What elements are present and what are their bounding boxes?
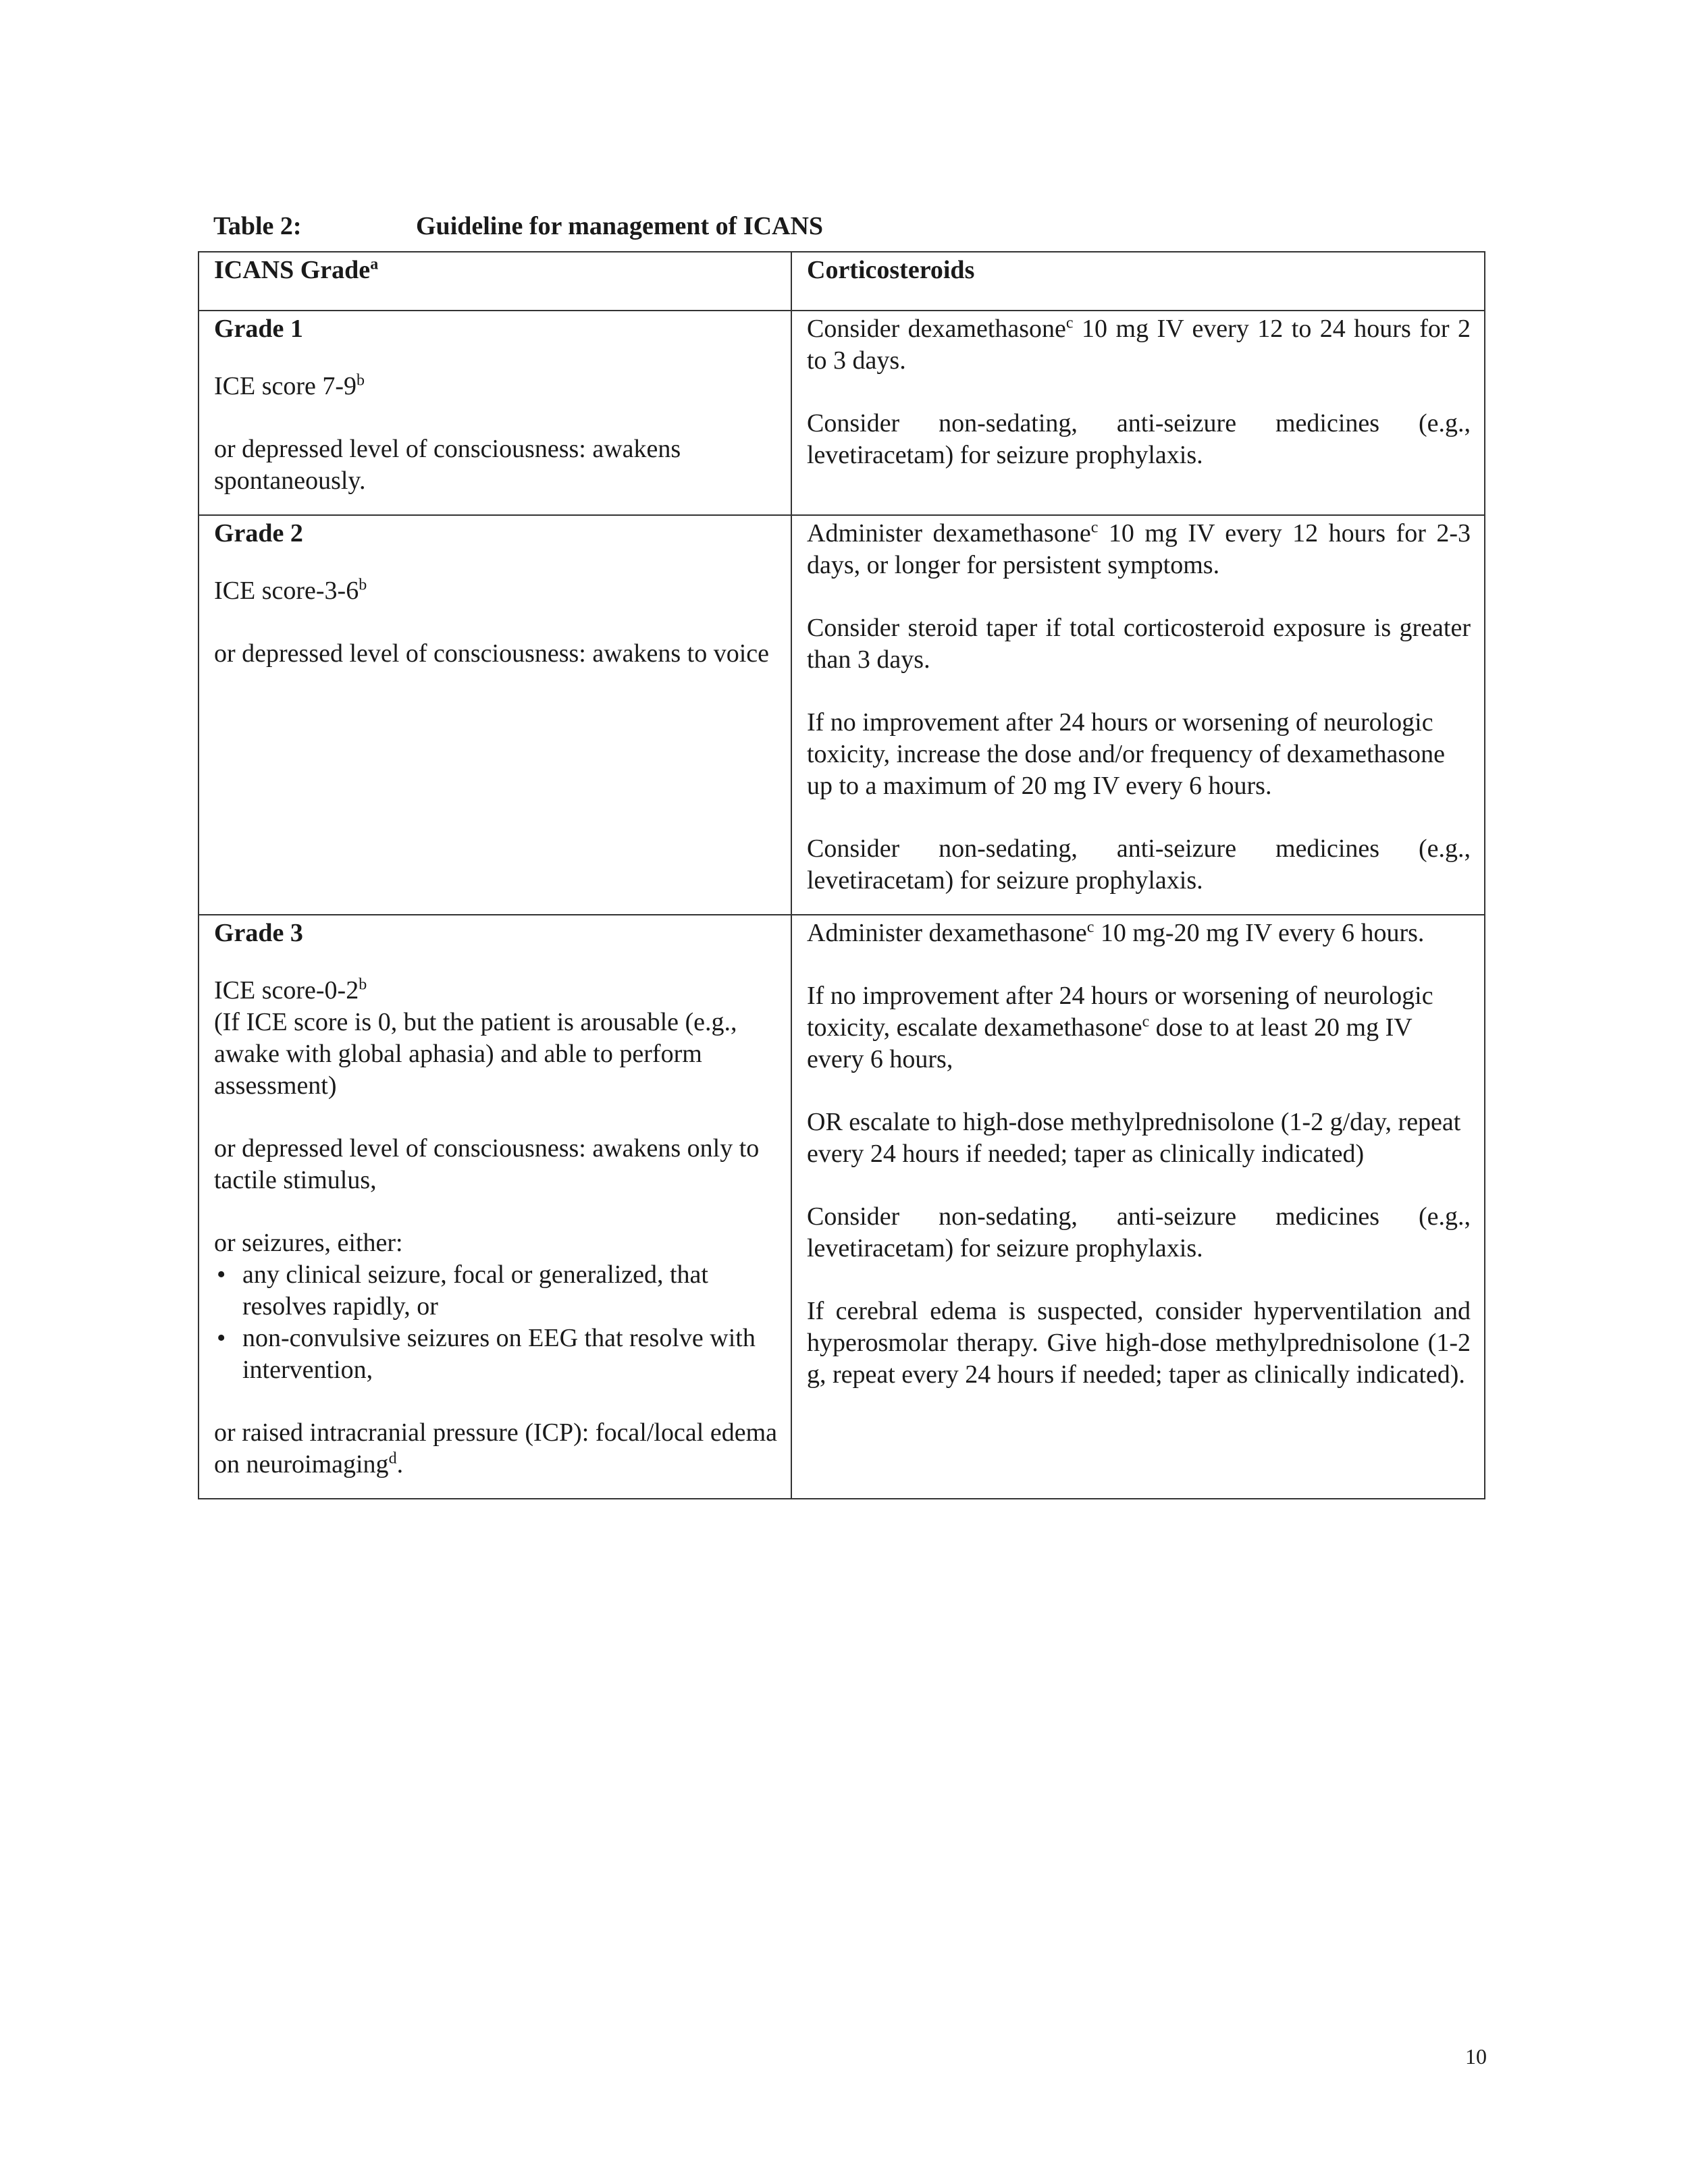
page-number: 10 (1465, 2044, 1487, 2069)
table-title: Guideline for management of ICANS (416, 212, 824, 240)
ice-score-note: (If ICE score is 0, but the patient is arousable (e.g., awake with global aphasia) and able to perform assessment) (214, 1008, 737, 1100)
treatment-paragraph: If no improvement after 24 hours or worsening of neurologic toxicity, escalate dexamethasone$^c$ dose to at least 20 mg IV every 6 hours, (807, 982, 1433, 1073)
icp-criteria: or raised intracranial pressure (ICP): focal/local edema on neuroimaging$^d$. (214, 1418, 777, 1479)
consciousness-criteria: or depressed level of consciousness: awakens only to tactile stimulus, (214, 1134, 760, 1194)
treatment-paragraph: If cerebral edema is suspected, consider hyperventilation and hyperosmolar therapy. Give high-dose methylprednisolone (1-2 g, repeat every 24 hours if needed; taper as clinically indicated). (807, 1297, 1471, 1389)
grade-1-treatment (791, 311, 1485, 515)
seizure-list (214, 1259, 777, 1386)
consciousness-criteria: or depressed level of consciousness: awakens to voice (214, 639, 770, 668)
seizures-intro: or seizures, either: (214, 1229, 403, 1257)
treatment-paragraph: OR escalate to high-dose methylprednisolone (1-2 g/day, repeat every 24 hours if needed; taper as clinically indicated) (807, 1108, 1461, 1168)
grade-title: Grade 3 (214, 919, 303, 947)
header-corticosteroids: Corticosteroids (791, 252, 1485, 311)
grade-3-criteria (199, 915, 791, 1499)
icans-management-table (198, 251, 1485, 1499)
treatment-paragraph: Consider non-sedating, anti-seizure medicines (e.g., levetiracetam) for seizure prophylaxis. (807, 1202, 1471, 1262)
treatment-paragraph: Administer dexamethasone$^c$ 10 mg-20 mg IV every 6 hours. (807, 918, 1425, 947)
table-header-row (199, 252, 1485, 311)
grade-3-treatment (791, 915, 1485, 1499)
list-item: • any clinical seizure, focal or generalized, that resolves rapidly, or (214, 1259, 777, 1323)
grade-title: Grade 1 (214, 315, 303, 343)
grade-2-treatment (791, 515, 1485, 915)
treatment-paragraph: Administer dexamethasone$^c$ 10 mg IV every 12 hours for 2-3 days, or longer for persistent symptoms. (807, 518, 1471, 579)
treatment-paragraph: Consider non-sedating, anti-seizure medicines (e.g., levetiracetam) for seizure prophylaxis. (807, 409, 1471, 469)
footnote-marker: a (370, 255, 379, 273)
table-row (199, 915, 1485, 1499)
grade-title: Grade 2 (214, 519, 303, 548)
table-label: Table 2: (213, 212, 302, 240)
treatment-paragraph: Consider steroid taper if total corticosteroid exposure is greater than 3 days. (807, 614, 1471, 674)
treatment-paragraph: Consider non-sedating, anti-seizure medicines (e.g., levetiracetam) for seizure prophylaxis. (807, 834, 1471, 895)
ice-score: ICE score 7-9$^b$ (214, 371, 365, 400)
list-item: • non-convulsive seizures on EEG that resolve with intervention, (214, 1323, 777, 1386)
grade-2-criteria (199, 515, 791, 915)
table-row (199, 515, 1485, 915)
header-icans-grade: ICANS Grade$^a$ (199, 252, 791, 311)
ice-score: ICE score-0-2$^b$ (214, 976, 367, 1005)
table-caption (213, 209, 823, 243)
treatment-paragraph: If no improvement after 24 hours or worsening of neurologic toxicity, increase the dose and/or frequency of dexamethasone up to a maximum of 20 mg IV every 6 hours. (807, 708, 1446, 800)
consciousness-criteria: or depressed level of consciousness: awakens spontaneously. (214, 435, 681, 495)
treatment-paragraph: Consider dexamethasone$^c$ 10 mg IV every 12 to 24 hours for 2 to 3 days. (807, 314, 1471, 375)
ice-score: ICE score-3-6$^b$ (214, 576, 367, 605)
table-row (199, 311, 1485, 515)
grade-1-criteria (199, 311, 791, 515)
